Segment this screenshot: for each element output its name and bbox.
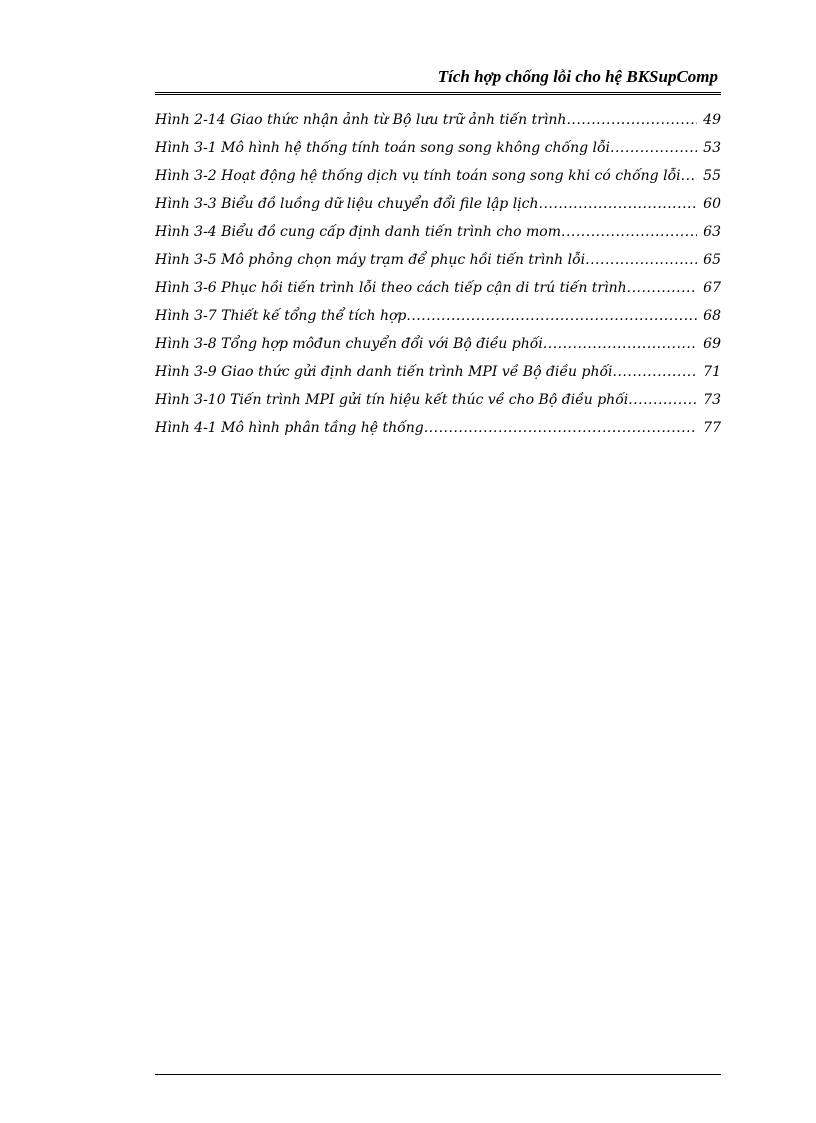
toc-entry-page: 67 xyxy=(703,280,721,296)
dot-leader xyxy=(585,250,697,270)
toc-entry-label: Hình 3-3 Biểu đồ luồng dữ liệu chuyển đổi file lập lịch xyxy=(155,196,539,212)
dot-leader xyxy=(543,334,697,354)
toc-entry[interactable] xyxy=(155,418,721,446)
toc-entry-label: Hình 3-9 Giao thức gửi định danh tiến trình MPI về Bộ điều phối xyxy=(155,364,613,380)
toc-entry-label: Hình 3-1 Mô hình hệ thống tính toán song song không chống lỗi xyxy=(155,140,611,156)
toc-entry-label: Hình 3-4 Biểu đồ cung cấp định danh tiến trình cho mom xyxy=(155,224,561,240)
toc-entry[interactable] xyxy=(155,306,721,334)
dot-leader xyxy=(627,278,698,298)
toc-entry[interactable] xyxy=(155,390,721,418)
dot-leader xyxy=(406,306,697,326)
toc-entry-page: 53 xyxy=(703,140,721,156)
toc-entry-label: Hình 3-5 Mô phỏng chọn máy trạm để phục hồi tiến trình lỗi xyxy=(155,252,586,268)
figure-list xyxy=(155,110,721,446)
toc-entry[interactable] xyxy=(155,250,721,278)
toc-entry-page: 55 xyxy=(703,168,721,184)
toc-entry[interactable] xyxy=(155,166,721,194)
toc-entry-label: Hình 3-2 Hoạt động hệ thống dịch vụ tính toán song song khi có chống lỗi xyxy=(155,168,681,184)
toc-entry-label: Hình 3-10 Tiến trình MPI gửi tín hiệu kết thúc về cho Bộ điều phối xyxy=(155,392,629,408)
toc-entry[interactable] xyxy=(155,278,721,306)
toc-entry[interactable] xyxy=(155,222,721,250)
toc-entry-page: 68 xyxy=(703,308,721,324)
toc-entry-label: Hình 3-6 Phục hồi tiến trình lỗi theo cách tiếp cận di trú tiến trình xyxy=(155,280,627,296)
page-header-title: Tích hợp chống lỗi cho hệ BKSupComp xyxy=(437,67,718,86)
toc-entry-page: 77 xyxy=(703,420,721,436)
toc-entry-page: 60 xyxy=(703,196,721,212)
dot-leader xyxy=(424,418,697,438)
dot-leader xyxy=(539,194,698,214)
toc-entry[interactable] xyxy=(155,194,721,222)
header-rule xyxy=(155,92,721,95)
toc-entry-page: 63 xyxy=(703,224,721,240)
dot-leader xyxy=(681,166,698,186)
toc-entry[interactable] xyxy=(155,110,721,138)
toc-entry[interactable] xyxy=(155,138,721,166)
dot-leader xyxy=(628,390,697,410)
dot-leader xyxy=(613,362,698,382)
toc-entry-label: Hình 3-7 Thiết kế tổng thể tích hợp xyxy=(155,308,407,324)
toc-entry-page: 71 xyxy=(703,364,721,380)
toc-entry-page: 49 xyxy=(703,112,721,128)
toc-entry-label: Hình 3-8 Tổng hợp môđun chuyển đổi với Bộ điều phối xyxy=(155,336,543,352)
toc-entry-page: 69 xyxy=(703,336,721,352)
dot-leader xyxy=(561,222,697,242)
footer-rule xyxy=(155,1074,721,1075)
toc-entry[interactable] xyxy=(155,362,721,390)
dot-leader xyxy=(610,138,697,158)
toc-entry-page: 65 xyxy=(703,252,721,268)
toc-entry[interactable] xyxy=(155,334,721,362)
dot-leader xyxy=(566,110,697,130)
toc-entry-page: 73 xyxy=(703,392,721,408)
toc-entry-label: Hình 2-14 Giao thức nhận ảnh từ Bộ lưu trữ ảnh tiến trình xyxy=(155,112,567,128)
toc-entry-label: Hình 4-1 Mô hình phân tầng hệ thống xyxy=(155,420,424,436)
